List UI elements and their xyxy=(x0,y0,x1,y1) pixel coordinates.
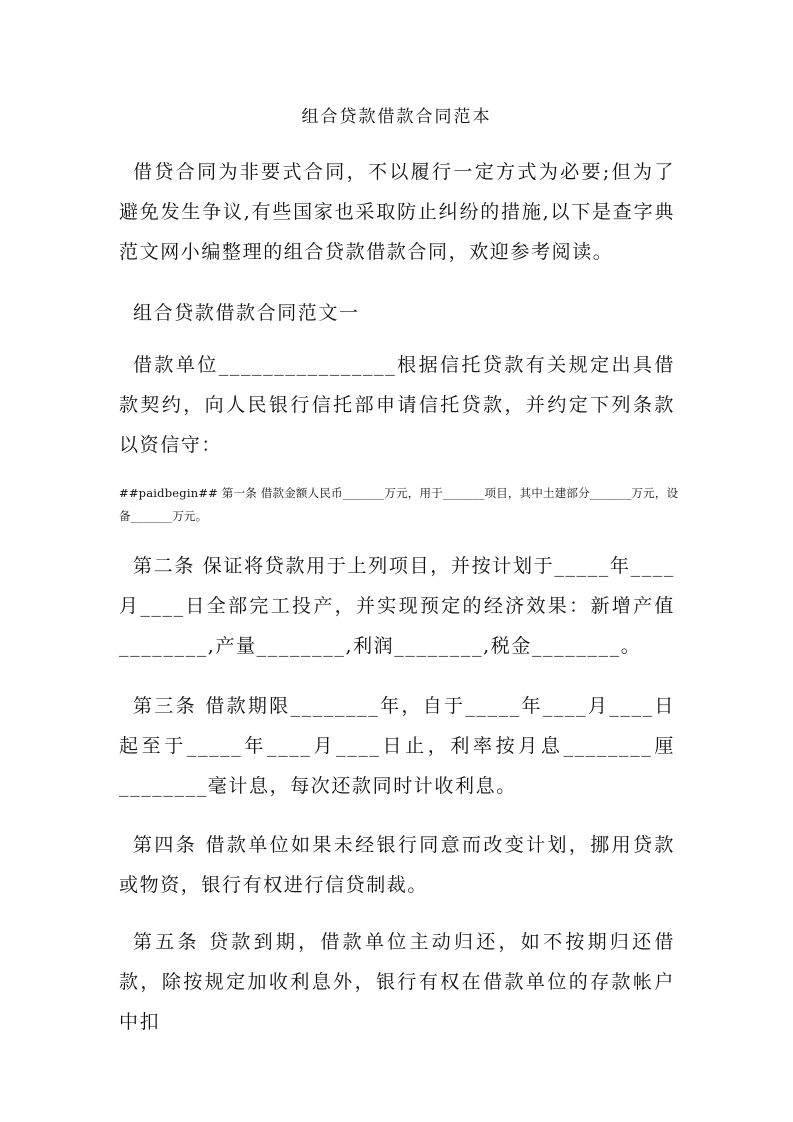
document-title: 组合贷款借款合同范本 xyxy=(301,107,492,127)
intro-paragraph: 借贷合同为非要式合同，不以履行一定方式为必要;但为了避免发生争议,有些国家也采取防止纠纷的措施,以下是查字典范文网小编整理的组合贷款借款合同，欢迎参考阅读。 xyxy=(119,161,675,263)
article-3: 第三条 借款期限________年，自于_____年____月____日起至于_____年____月____日止，利率按月息________厘________毫计息，每次还款同时计收利息。 xyxy=(119,695,675,797)
article-1: ##paidbegin## 第一条 借款金额人民币_______万元，用于_______项目，其中土建部分_______万元，设备_______万元。 xyxy=(119,486,679,523)
section-heading: 组合贷款借款合同范文一 xyxy=(133,302,360,324)
article-5: 第五条 贷款到期，借款单位主动归还，如不按期归还借款，除按规定加收利息外，银行有权在借款单位的存款帐户中扣 xyxy=(119,931,675,1033)
article-4: 第四条 借款单位如果未经银行同意而改变计划，挪用贷款或物资，银行有权进行信贷制裁。 xyxy=(119,834,675,896)
article-2: 第二条 保证将贷款用于上列项目，并按计划于_____年____月____日全部完工投产，并实现预定的经济效果：新增产值________,产量________,利润________,税金________。 xyxy=(119,555,675,657)
borrower-clause: 借款单位________________根据信托贷款有关规定出具借款契约，向人民银行信托部申请信托贷款，并约定下列条款以资信守： xyxy=(119,354,675,456)
